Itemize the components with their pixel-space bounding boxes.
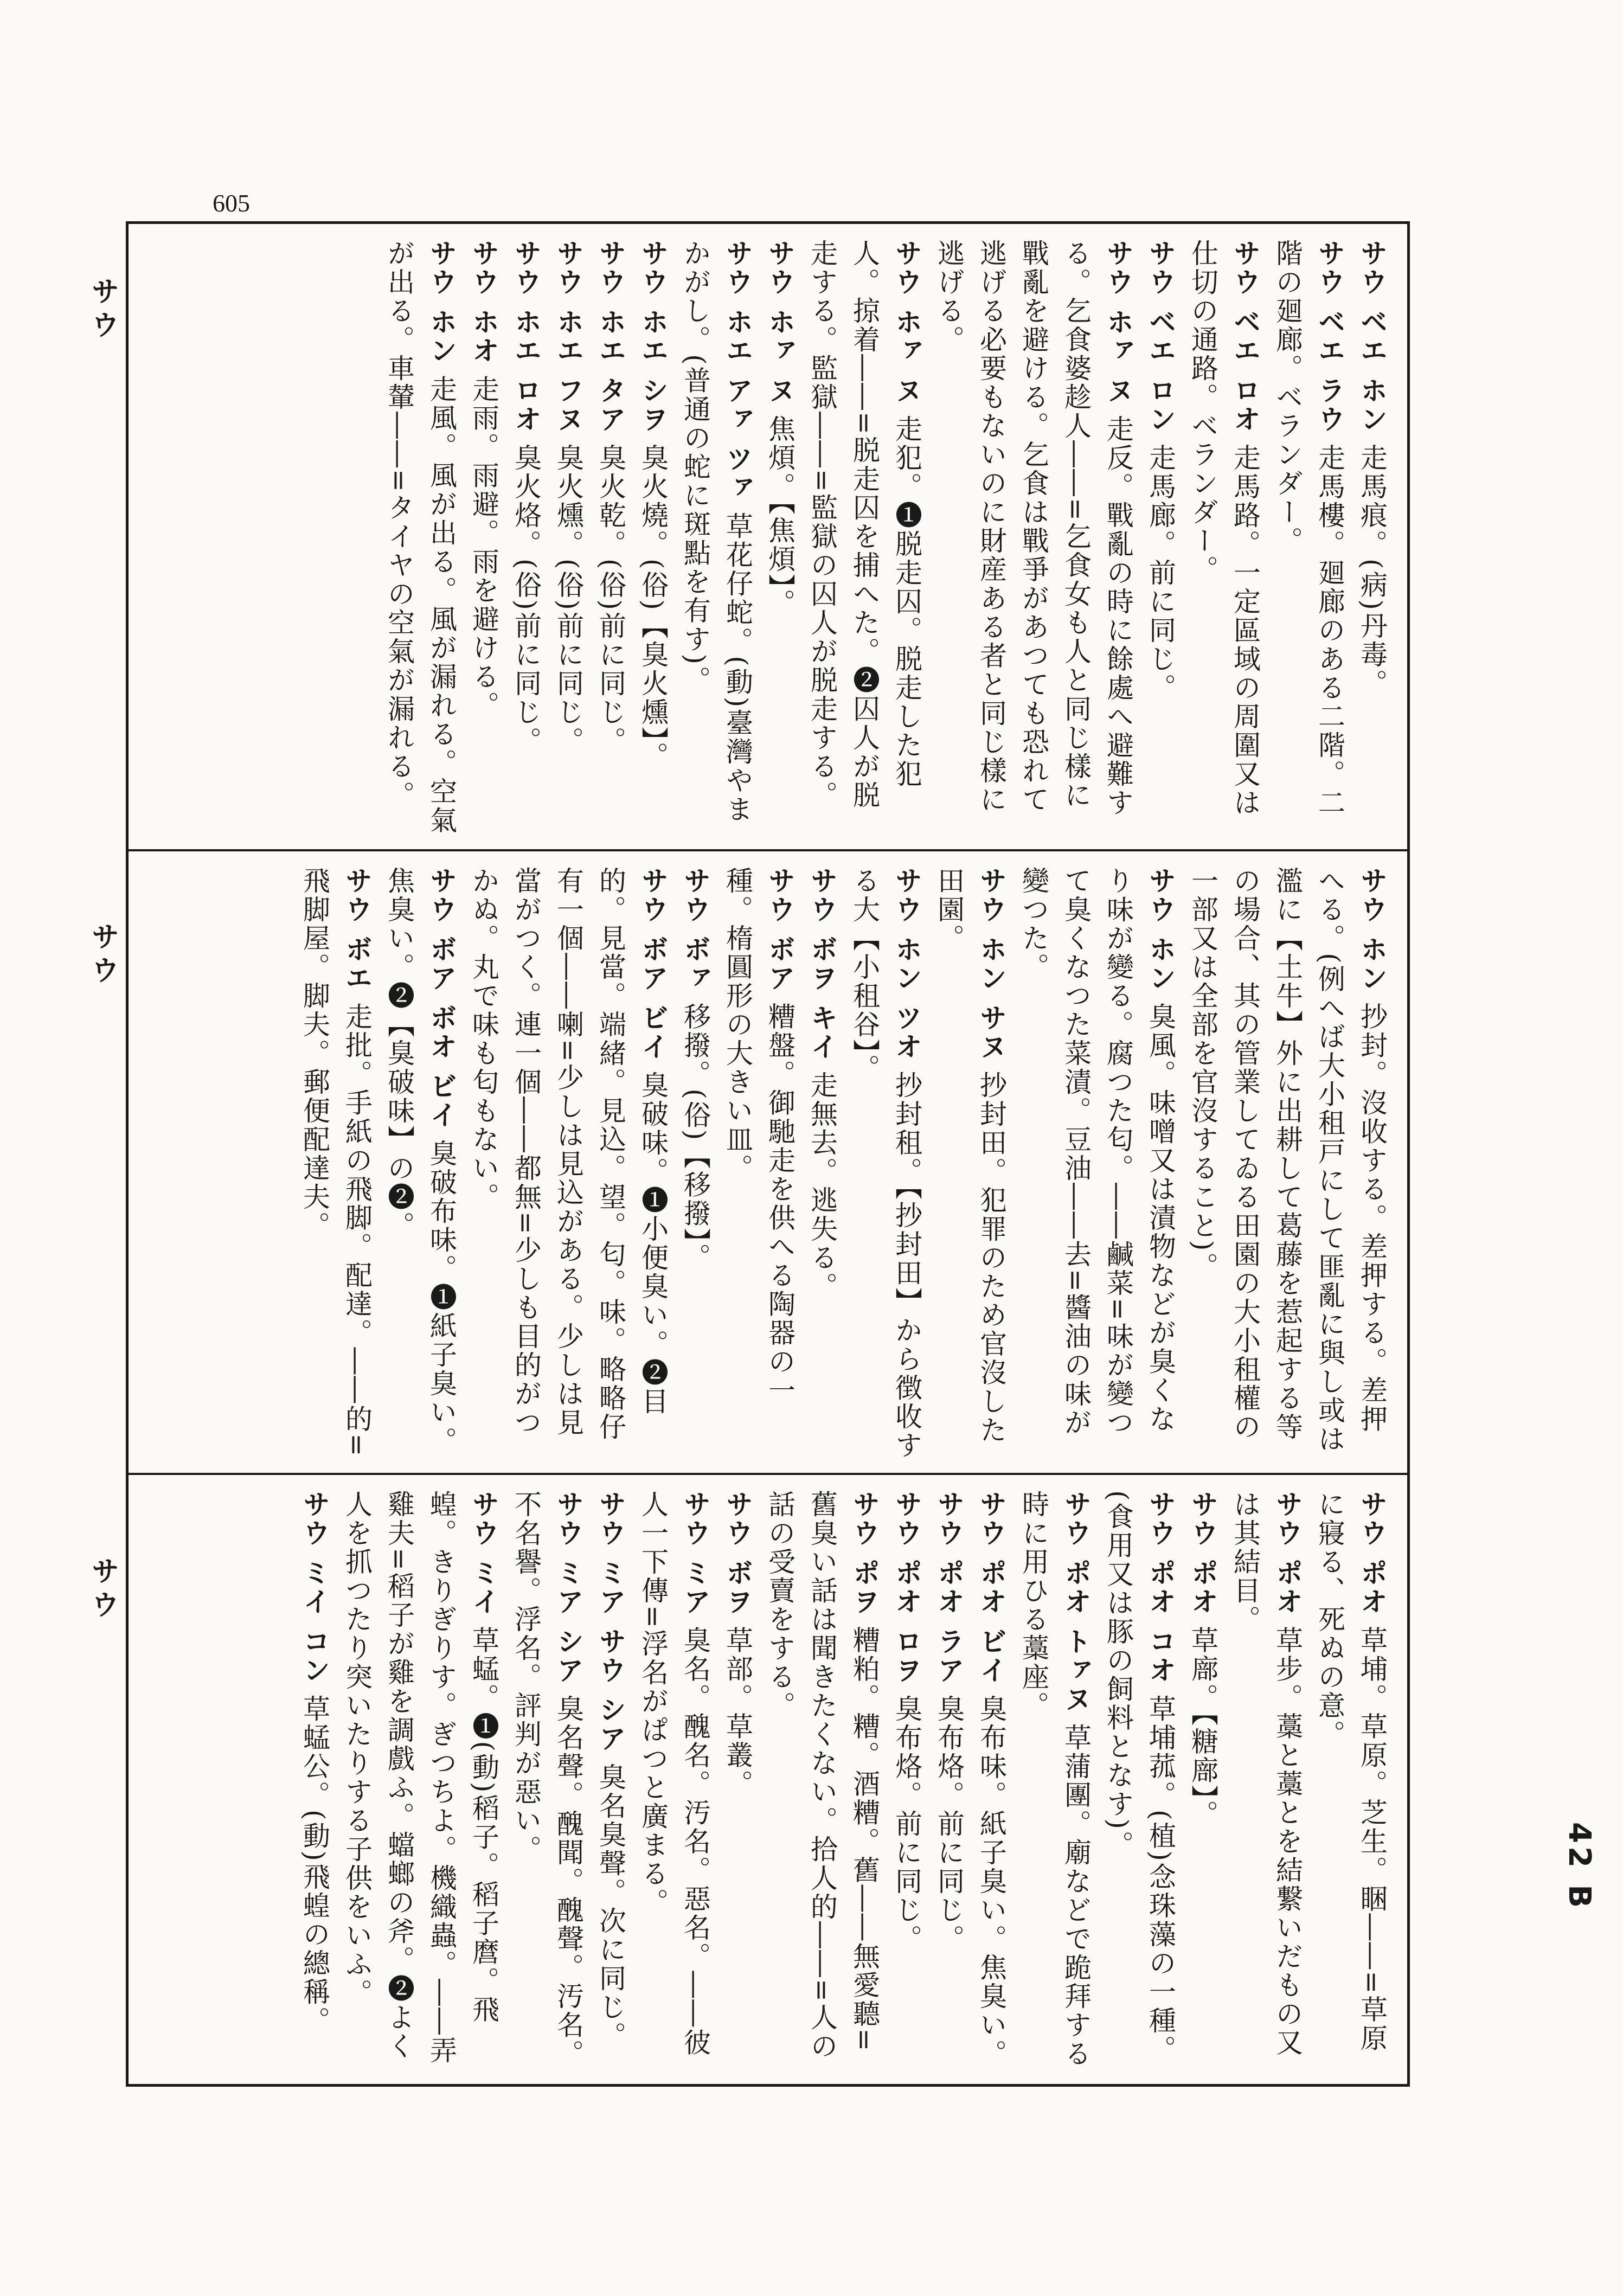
entry-headword: サウ ミア [679, 1490, 711, 1617]
dictionary-entry [463, 239, 505, 836]
entry-headword: サウ ポオ コオ [1145, 1490, 1176, 1685]
entry-headword: サウ ボヲ [722, 1490, 753, 1617]
entry-headword: サウ ボア ビイ [637, 867, 669, 1061]
entry-headword: サウ ホン [1356, 867, 1388, 993]
dictionary-entry [928, 239, 1139, 836]
dictionary-entry [1097, 1490, 1182, 2071]
entry-definition: 草步。藁と藁とを結繋いだもの又は其結目。 [1229, 1490, 1303, 2057]
entry-definition: 草廍。【糖廍】。 [1187, 1626, 1218, 1829]
dictionary-entry [759, 1490, 886, 2071]
dictionary-entry [1139, 239, 1182, 836]
entry-headword: サウ ホァ ヌ [1102, 239, 1134, 405]
entry-headword: サウ ホエ アァ ツァ [722, 239, 753, 503]
entry-definition: 臭布味。紙子臭い。焦臭い。 [976, 1694, 1007, 2068]
entry-definition: 草埔。草原。芝生。睏――=草原に寢る、死ぬの意。 [1314, 1490, 1388, 2053]
entry-definition: 走犯。❶脱走囚。脱走した犯人。掠着――=脱走囚を捕へた。❷囚人が脱走する。監獄――=監獄の囚人が脱走する。 [806, 239, 922, 810]
dictionary-entry [716, 1490, 759, 2071]
entry-definition: 草埔菰。(植)念珠藻の一種。(食用又は豚の飼料となす)。 [1102, 1490, 1176, 2064]
dictionary-entry [1224, 1490, 1308, 2071]
page-number: 605 [213, 189, 250, 217]
entry-headword: サウ ポオ ラア [933, 1490, 965, 1685]
entry-headword: サウ ポオ ロヲ [891, 1490, 922, 1685]
dictionary-entry [505, 239, 547, 836]
entry-definition: 走馬路。一定區域の周圍又は仕切の通路。ベランダー。 [1187, 239, 1261, 817]
entry-definition: 走雨。雨避。雨を避ける。 [468, 375, 499, 720]
dictionary-entry [1182, 239, 1266, 836]
entry-headword: サウ ポオ ビイ [976, 1490, 1007, 1685]
section-side-label: サウ [86, 1556, 119, 1624]
entry-headword: サウ ベエ ラウ [1314, 239, 1345, 434]
entry-headword: サウ ボア [764, 867, 796, 993]
entry-definition: 草蜢。❶(動)稻子。稻子麿。飛蝗。きりぎりす。ぎつちよ。機織蟲。――弄雞夫=稻子が雞を調戲ふ。蟷螂の斧。❷よく人を抓つたり突いたりする子供をいふ。 [341, 1490, 499, 2065]
entry-definition: 臭破味。❶小便臭い。❷目的。見當。端緒。見込。望。匂。味。略略仔有一個――喇=少しは見込がある。少しは見當がつく。連一個――都無=少しも目的がつかぬ。丸で味も匂もない。 [468, 867, 669, 1441]
entry-definition: 臭火燻。(俗)前に同じ。 [553, 443, 584, 755]
dictionary-entry [801, 867, 843, 1460]
entry-headword: サウ ボァ [679, 867, 711, 993]
dictionary-entry [632, 1490, 716, 2071]
entry-headword: サウ ホエ フヌ [553, 239, 584, 434]
entry-definition: 抄封田。犯罪のため官沒した田園。 [933, 867, 1007, 1445]
entry-headword: サウ ホエ ロオ [510, 239, 542, 434]
entry-headword: サウ ホァ ヌ [764, 239, 796, 405]
dictionary-entry [293, 867, 378, 1460]
dictionary-entry [928, 1490, 970, 2071]
entry-headword: サウ ポヲ [849, 1490, 880, 1617]
entry-definition: 草部。草叢。 [722, 1626, 753, 1799]
entry-headword: サウ ミイ [468, 1490, 499, 1617]
dictionary-entry [336, 1490, 505, 2071]
entry-headword: サウ ベエ ロオ [1229, 239, 1261, 434]
entry-headword: サウ ボヲ キイ [806, 867, 838, 1061]
entry-headword: サウ ホエ タア [595, 239, 626, 434]
section-side-label: サウ [86, 277, 119, 344]
dictionary-entry [378, 239, 463, 836]
dictionary-entry [716, 867, 801, 1460]
entry-definition: 臭火烙。(俗)前に同じ。 [510, 443, 542, 755]
entry-headword: サウ ホン サヌ [976, 867, 1007, 1061]
dictionary-entry [1182, 1490, 1224, 2071]
entry-headword: サウ ボエ [341, 867, 373, 993]
dictionary-entry [1308, 1490, 1393, 2071]
entry-definition: 臭布烙。前に同じ。 [891, 1694, 922, 1953]
entry-headword: サウ ポオ トァヌ [1060, 1490, 1092, 1714]
entry-definition: 臭火乾。(俗)前に同じ。 [595, 443, 626, 755]
entry-headword: サウ ミア シア [553, 1490, 584, 1685]
dictionary-entry [801, 239, 928, 836]
entry-definition: 臭火燒。(俗)【臭火燻】。 [637, 443, 669, 771]
entry-definition: 走馬痕。(病)丹毒。 [1356, 443, 1388, 698]
entry-definition: 抄封。沒收する。差押する。差押へる。(例へば大小租戸にして匪亂に與し或は濫に【土牛】外に出耕して葛藤を惹起する等の場合、其の管業してゐる田園の大小租權の一部又は全部を官沒すること)。 [1187, 867, 1388, 1454]
tier-middle [129, 849, 1407, 1473]
entry-headword: サウ ミア サウ シア [595, 1490, 626, 1754]
entry-definition: 抄封租。【抄封田】から徴收する大【小租谷】。 [849, 867, 922, 1460]
dictionary-entry [1182, 867, 1393, 1460]
entry-definition: 臭破布味。❶紙子臭い。焦臭い。❷【臭破味】の❷。 [383, 867, 457, 1456]
entry-definition: 走馬樓。廻廊のある二階。二階の廻廊。ベランダー。 [1272, 239, 1345, 817]
entry-definition: 走反。戰亂の時に餘處へ避難する。乞食婆趁人――=乞食女も人と同じ樣に戰亂を避ける。乞食は戰爭があつても恐れて逃げる必要もないのに財産ある者と同じ樣に逃げる。 [933, 239, 1134, 817]
entry-definition: 草蒲團。廟などで跪拜する時に用ひる藁座。 [1018, 1490, 1092, 2068]
entry-headword: サウ ポオ [1187, 1490, 1218, 1617]
entry-definition: 走風。風が出る。風が漏れる。空氣が出る。車輦――=タイヤの空氣が漏れる。 [383, 239, 457, 835]
entry-definition: 糟粕。糟。酒糟。舊――無愛聽=舊臭い話は聞きたくない。拾人的――=人の話の受賣をする。 [764, 1490, 880, 2061]
dictionary-entry [1266, 239, 1351, 836]
entry-headword: サウ ホン [1145, 867, 1176, 993]
entry-headword: サウ ミイ コン [299, 1490, 330, 1685]
dictionary-entry [1012, 867, 1182, 1460]
dictionary-entry [1012, 1490, 1097, 2071]
dictionary-entry [632, 239, 674, 836]
dictionary-entry [759, 239, 801, 836]
dictionary-entry [463, 867, 674, 1460]
entry-headword: サウ ホオ [468, 239, 499, 365]
entry-definition: 糟盤。御馳走を供へる陶器の一種。楕圓形の大きい皿。 [722, 867, 796, 1405]
entry-headword: サウ ホン ツオ [891, 867, 922, 1061]
entry-definition: 移撥。(俗)【移撥】。 [679, 1002, 711, 1272]
dictionary-entry [674, 867, 716, 1460]
entry-columns [129, 1475, 1407, 2084]
dictionary-entry [970, 1490, 1012, 2071]
dictionary-entry [505, 1490, 589, 2071]
entry-headword: サウ ホァ ヌ [891, 239, 922, 405]
dictionary-entry [589, 239, 632, 836]
entry-headword: サウ ポオ [1356, 1490, 1388, 1617]
dictionary-entry [928, 867, 1012, 1460]
entry-headword: サウ ベエ ホン [1356, 239, 1388, 434]
dictionary-entry [293, 1490, 336, 2071]
dictionary-entry [674, 239, 759, 836]
tier-top [129, 224, 1407, 849]
dictionary-entry [547, 239, 589, 836]
entry-definition: 臭名聲。醜聞。醜聲。汚名。不名譽。浮名。評判が惡い。 [510, 1490, 584, 2068]
entry-headword: サウ ベエ ロン [1145, 239, 1176, 434]
section-side-label: サウ [86, 922, 119, 989]
entry-definition: 走批。手紙の飛脚。配達。――的=飛脚屋。脚夫。郵便配達夫。 [299, 867, 373, 1458]
entry-columns [129, 224, 1407, 849]
dictionary-frame [126, 221, 1410, 2087]
entry-columns [129, 851, 1407, 1473]
section-code: 42 B [1562, 1822, 1597, 1912]
entry-headword: サウ ホエ シヲ [637, 239, 669, 434]
dictionary-entry [378, 867, 463, 1460]
dictionary-entry [589, 1490, 632, 2071]
entry-definition: 臭名臭聲。次に同じ。 [595, 1763, 626, 2051]
tier-bottom [129, 1473, 1407, 2084]
entry-definition: 走馬廊。前に同じ。 [1145, 443, 1176, 702]
entry-headword: サウ ホン [426, 239, 457, 365]
entry-definition: 草蜢公。(動)飛蝗の總稱。 [299, 1694, 330, 2035]
entry-headword: サウ ポオ [1272, 1490, 1303, 1617]
entry-definition: 草花仔蛇。(動)臺灣やまかがし。(普通の蛇に斑點を有す)。 [679, 239, 753, 824]
dictionary-entry [886, 1490, 928, 2071]
dictionary-entry [843, 867, 928, 1460]
entry-definition: 焦煩。【焦煩】。 [764, 414, 796, 618]
entry-definition: 走無去。逃失る。 [806, 1070, 838, 1301]
entry-definition: 臭風。味噌又は漬物などが臭くなり味が變る。腐つた匂。――鹹菜=味が變つて臭くなつた菜漬。豆油――去=醬油の味が變つた。 [1018, 867, 1176, 1437]
dictionary-entry [1351, 239, 1393, 836]
entry-definition: 臭布烙。前に同じ。 [933, 1694, 965, 1953]
entry-headword: サウ ボア ボオ ビイ [426, 867, 457, 1130]
entry-definition: 臭名。醜名。汚名。惡名。――彼人一下傳=浮名がぱつと廣まる。 [637, 1490, 711, 2057]
